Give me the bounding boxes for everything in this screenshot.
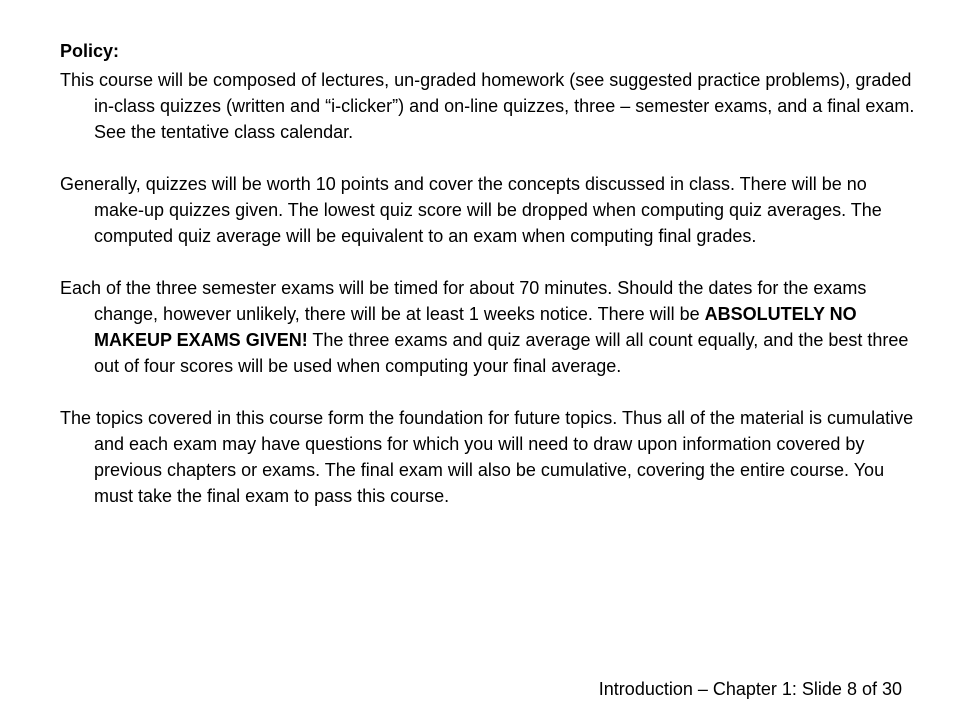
exams-text-after: The three exams and quiz average will all count equally, and the best three out of four scores will be used when computing your final average. [94,330,909,376]
paragraph-cumulative-topics: The topics covered in this course form the foundation for future topics. Thus all of the material is cumulative and each exam may have questions for which you will need to draw upon information covered by previous chapters or exams. The final exam will also be cumulative, covering the entire course. You must take the final exam to pass this course. [60,408,914,506]
slide-body [60,38,920,509]
paragraph-exams [60,275,920,379]
no-makeup-exams-emphasis: ABSOLUTELY NO MAKEUP EXAMS GIVEN! [94,304,857,350]
slide-footer: Introduction – Chapter 1: Slide 8 of 30 [598,679,902,699]
paragraph-course-composition: This course will be composed of lectures, un-graded homework (see suggested practice problems), graded in-class quizzes (written and “i-clicker”) and on-line quizzes, three – semester exams, and a final exam. See the tentative class calendar. [60,70,915,142]
policy-heading: Policy: [60,41,120,61]
paragraph-quizzes: Generally, quizzes will be worth 10 points and cover the concepts discussed in class. There will be no make-up quizzes given. The lowest quiz score will be dropped when computing quiz averages. The computed quiz average will be equivalent to an exam when computing final grades. [60,174,882,246]
exams-text-before: Each of the three semester exams will be timed for about 70 minutes. Should the dates for the exams change, however unlikely, there will be at least 1 weeks notice. There will be [60,278,867,324]
